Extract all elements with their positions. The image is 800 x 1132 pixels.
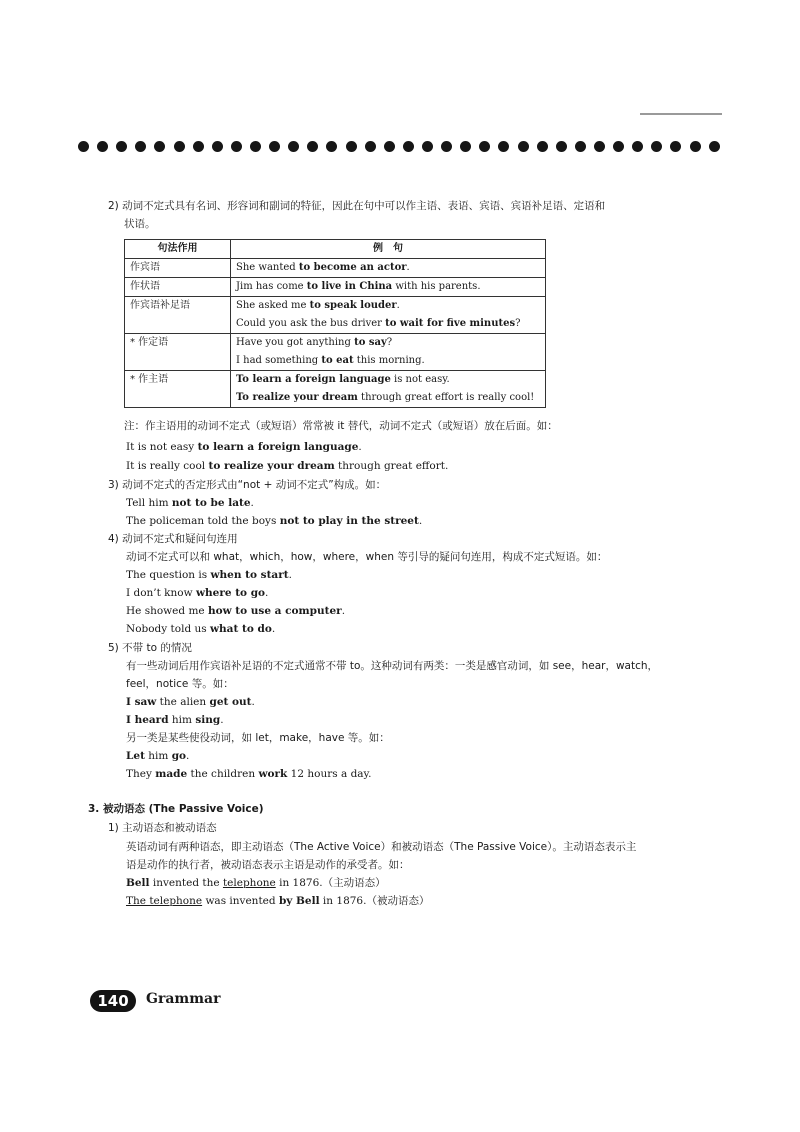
text-run: him — [144, 750, 172, 762]
text-run: He showed me — [126, 605, 208, 617]
text-run: not to be late — [171, 497, 251, 509]
item-4-description: 动词不定式可以和 what，which，how，where，when 等引导的疑问句连用，构成不定式短语。如： — [126, 551, 608, 563]
text-run: to realize your dream — [208, 460, 335, 472]
item-5-example-4 — [126, 765, 371, 783]
text-run: . — [358, 441, 362, 453]
text-run: when to start — [210, 569, 289, 581]
text-run: to live in China — [306, 281, 393, 292]
text-run: . — [251, 696, 255, 708]
text-run: To learn a foreign language — [236, 374, 391, 385]
text-run: where to go — [195, 587, 266, 599]
text-run: The policeman told the boys — [126, 515, 280, 527]
text-run: Have you got anything — [236, 337, 355, 348]
table-row — [125, 278, 546, 297]
text-run: the alien — [156, 696, 210, 708]
item-4-example-4 — [126, 620, 275, 638]
text-run: . — [288, 569, 292, 581]
text-run: this morning. — [353, 355, 425, 366]
table-cell-function: 作状语 — [125, 278, 231, 297]
text-run: . — [265, 587, 269, 599]
item-5-example-2 — [126, 711, 224, 729]
text-run: . — [418, 515, 423, 527]
text-run: through great effort is really cool! — [357, 392, 535, 403]
example-sentence — [236, 297, 540, 315]
text-run: get out — [209, 696, 252, 708]
text-run: They — [126, 768, 156, 780]
text-run: made — [155, 768, 188, 780]
text-run: to learn a foreign language — [197, 441, 359, 453]
table-cell-function: * 作定语 — [125, 334, 231, 371]
section-3-example-1 — [126, 874, 386, 892]
table-cell-function: * 作主语 — [125, 371, 231, 408]
infinitive-function-table — [124, 239, 546, 408]
text-run: in 1876.（被动语态） — [319, 895, 430, 907]
table-row — [125, 334, 546, 371]
text-run: She asked me — [236, 300, 310, 311]
text-run: I heard — [126, 714, 169, 726]
item-3-heading: 3) 动词不定式的否定形式由“not + 动词不定式”构成。如： — [108, 479, 387, 491]
item-2-line-1: 2) 动词不定式具有名词、形容词和副词的特征，因此在句中可以作主语、表语、宾语、宾语补足语、定语和 — [108, 200, 606, 212]
text-run: how to use a computer — [207, 605, 342, 617]
item-4-example-3 — [126, 602, 345, 620]
text-run: Let — [126, 750, 145, 762]
text-run: is not easy. — [390, 374, 450, 385]
text-run: the children — [187, 768, 259, 780]
table-row — [125, 259, 546, 278]
text-run: Bell — [126, 877, 150, 889]
text-run: ? — [386, 337, 393, 348]
item-4-heading: 4) 动词不定式和疑问句连用 — [108, 533, 238, 545]
table-cell-examples — [231, 278, 546, 297]
table-cell-function: 作宾语 — [125, 259, 231, 278]
item-5-description-1: 有一些动词后用作宾语补足语的不定式通常不带 to。这种动词有两类：一类是感官动词，如 see，hear，watch， — [126, 660, 659, 672]
text-run: to become an actor — [298, 262, 407, 273]
text-run: to wait for five minutes — [385, 318, 516, 329]
text-run: Could you ask the bus driver — [236, 318, 386, 329]
text-run: . — [341, 605, 346, 617]
item-2-line-2: 状语。 — [124, 218, 156, 230]
text-run: . — [250, 497, 254, 509]
text-run: telephone — [222, 877, 276, 889]
table-cell-examples — [231, 371, 546, 408]
table-cell-examples — [231, 297, 546, 334]
example-sentence — [236, 334, 540, 352]
example-sentence — [236, 315, 540, 333]
text-run: invented the — [149, 877, 223, 889]
table-row — [125, 371, 546, 408]
text-run: him — [168, 714, 196, 726]
item-5-description-3: 另一类是某些使役动词，如 let，make，have 等。如： — [126, 732, 390, 744]
table-header-row — [125, 240, 546, 259]
text-run: I had something — [236, 355, 322, 366]
text-run: It is not easy — [126, 441, 198, 453]
text-run: work — [258, 768, 288, 780]
text-run: not to play in the street — [279, 515, 419, 527]
example-sentence — [236, 259, 540, 277]
example-sentence — [236, 389, 540, 407]
item-4-example-2 — [126, 584, 268, 602]
table-header-example: 例 句 — [231, 240, 546, 259]
text-run: to eat — [321, 355, 354, 366]
text-run: It is really cool — [126, 460, 209, 472]
item-5-example-3 — [126, 747, 189, 765]
table-body — [125, 259, 546, 408]
text-run: Nobody told us — [126, 623, 210, 635]
section-3-description-1: 英语动词有两种语态，即主动语态（The Active Voice）和被动语态（The Passive Voice）。主动语态表示主 — [126, 841, 637, 853]
item-5-heading: 5) 不带 to 的情况 — [108, 642, 192, 654]
text-run: to speak louder — [309, 300, 397, 311]
section-3-subheading: 1) 主动语态和被动语态 — [108, 822, 217, 834]
text-run: . — [186, 750, 190, 762]
page-number-badge: 140 — [90, 990, 136, 1012]
section-3-example-2 — [126, 892, 429, 910]
section-3-description-2: 语是动作的执行者，被动语态表示主语是动作的承受者。如： — [126, 859, 410, 871]
note-example-1 — [126, 438, 362, 456]
item-5-description-2: feel，notice 等。如： — [126, 678, 234, 690]
text-run: The question is — [126, 569, 211, 581]
text-run: sing — [195, 714, 221, 726]
example-sentence — [236, 352, 540, 370]
text-run: Tell him — [126, 497, 172, 509]
item-4-example-1 — [126, 566, 292, 584]
text-run: through great effort. — [334, 460, 449, 472]
text-run: She wanted — [236, 262, 299, 273]
text-run: The telephone — [126, 895, 203, 907]
page-section-label: Grammar — [146, 991, 221, 1007]
text-run: ? — [515, 318, 521, 329]
text-run: go — [171, 750, 187, 762]
text-run: . — [271, 623, 276, 635]
text-run: I don’t know — [126, 587, 196, 599]
table-cell-function: 作宾语补足语 — [125, 297, 231, 334]
text-run: to say — [354, 337, 387, 348]
text-run: . — [220, 714, 224, 726]
note-example-2 — [126, 457, 448, 475]
text-run: was invented — [202, 895, 279, 907]
text-run: I saw — [126, 696, 157, 708]
item-5-example-1 — [126, 693, 255, 711]
text-run: what to do — [210, 623, 272, 635]
text-run: . — [396, 300, 400, 311]
text-run: . — [406, 262, 410, 273]
table-cell-examples — [231, 259, 546, 278]
text-run: 12 hours a day. — [287, 768, 372, 780]
example-sentence — [236, 371, 540, 389]
text-run: To realize your dream — [236, 392, 358, 403]
item-3-example-2 — [126, 512, 422, 530]
text-run: Jim has come — [236, 281, 307, 292]
table-row — [125, 297, 546, 334]
text-run: by Bell — [278, 895, 320, 907]
text-run: with his parents. — [392, 281, 481, 292]
table-cell-examples — [231, 334, 546, 371]
text-run: in 1876.（主动语态） — [275, 877, 386, 889]
note-text: 注：作主语用的动词不定式（或短语）常常被 it 替代，动词不定式（或短语）放在后面。如： — [124, 420, 558, 432]
example-sentence — [236, 278, 540, 296]
item-3-example-1 — [126, 494, 254, 512]
table-header-function: 句法作用 — [125, 240, 231, 259]
section-3-heading: 3. 被动语态 (The Passive Voice) — [88, 803, 264, 815]
